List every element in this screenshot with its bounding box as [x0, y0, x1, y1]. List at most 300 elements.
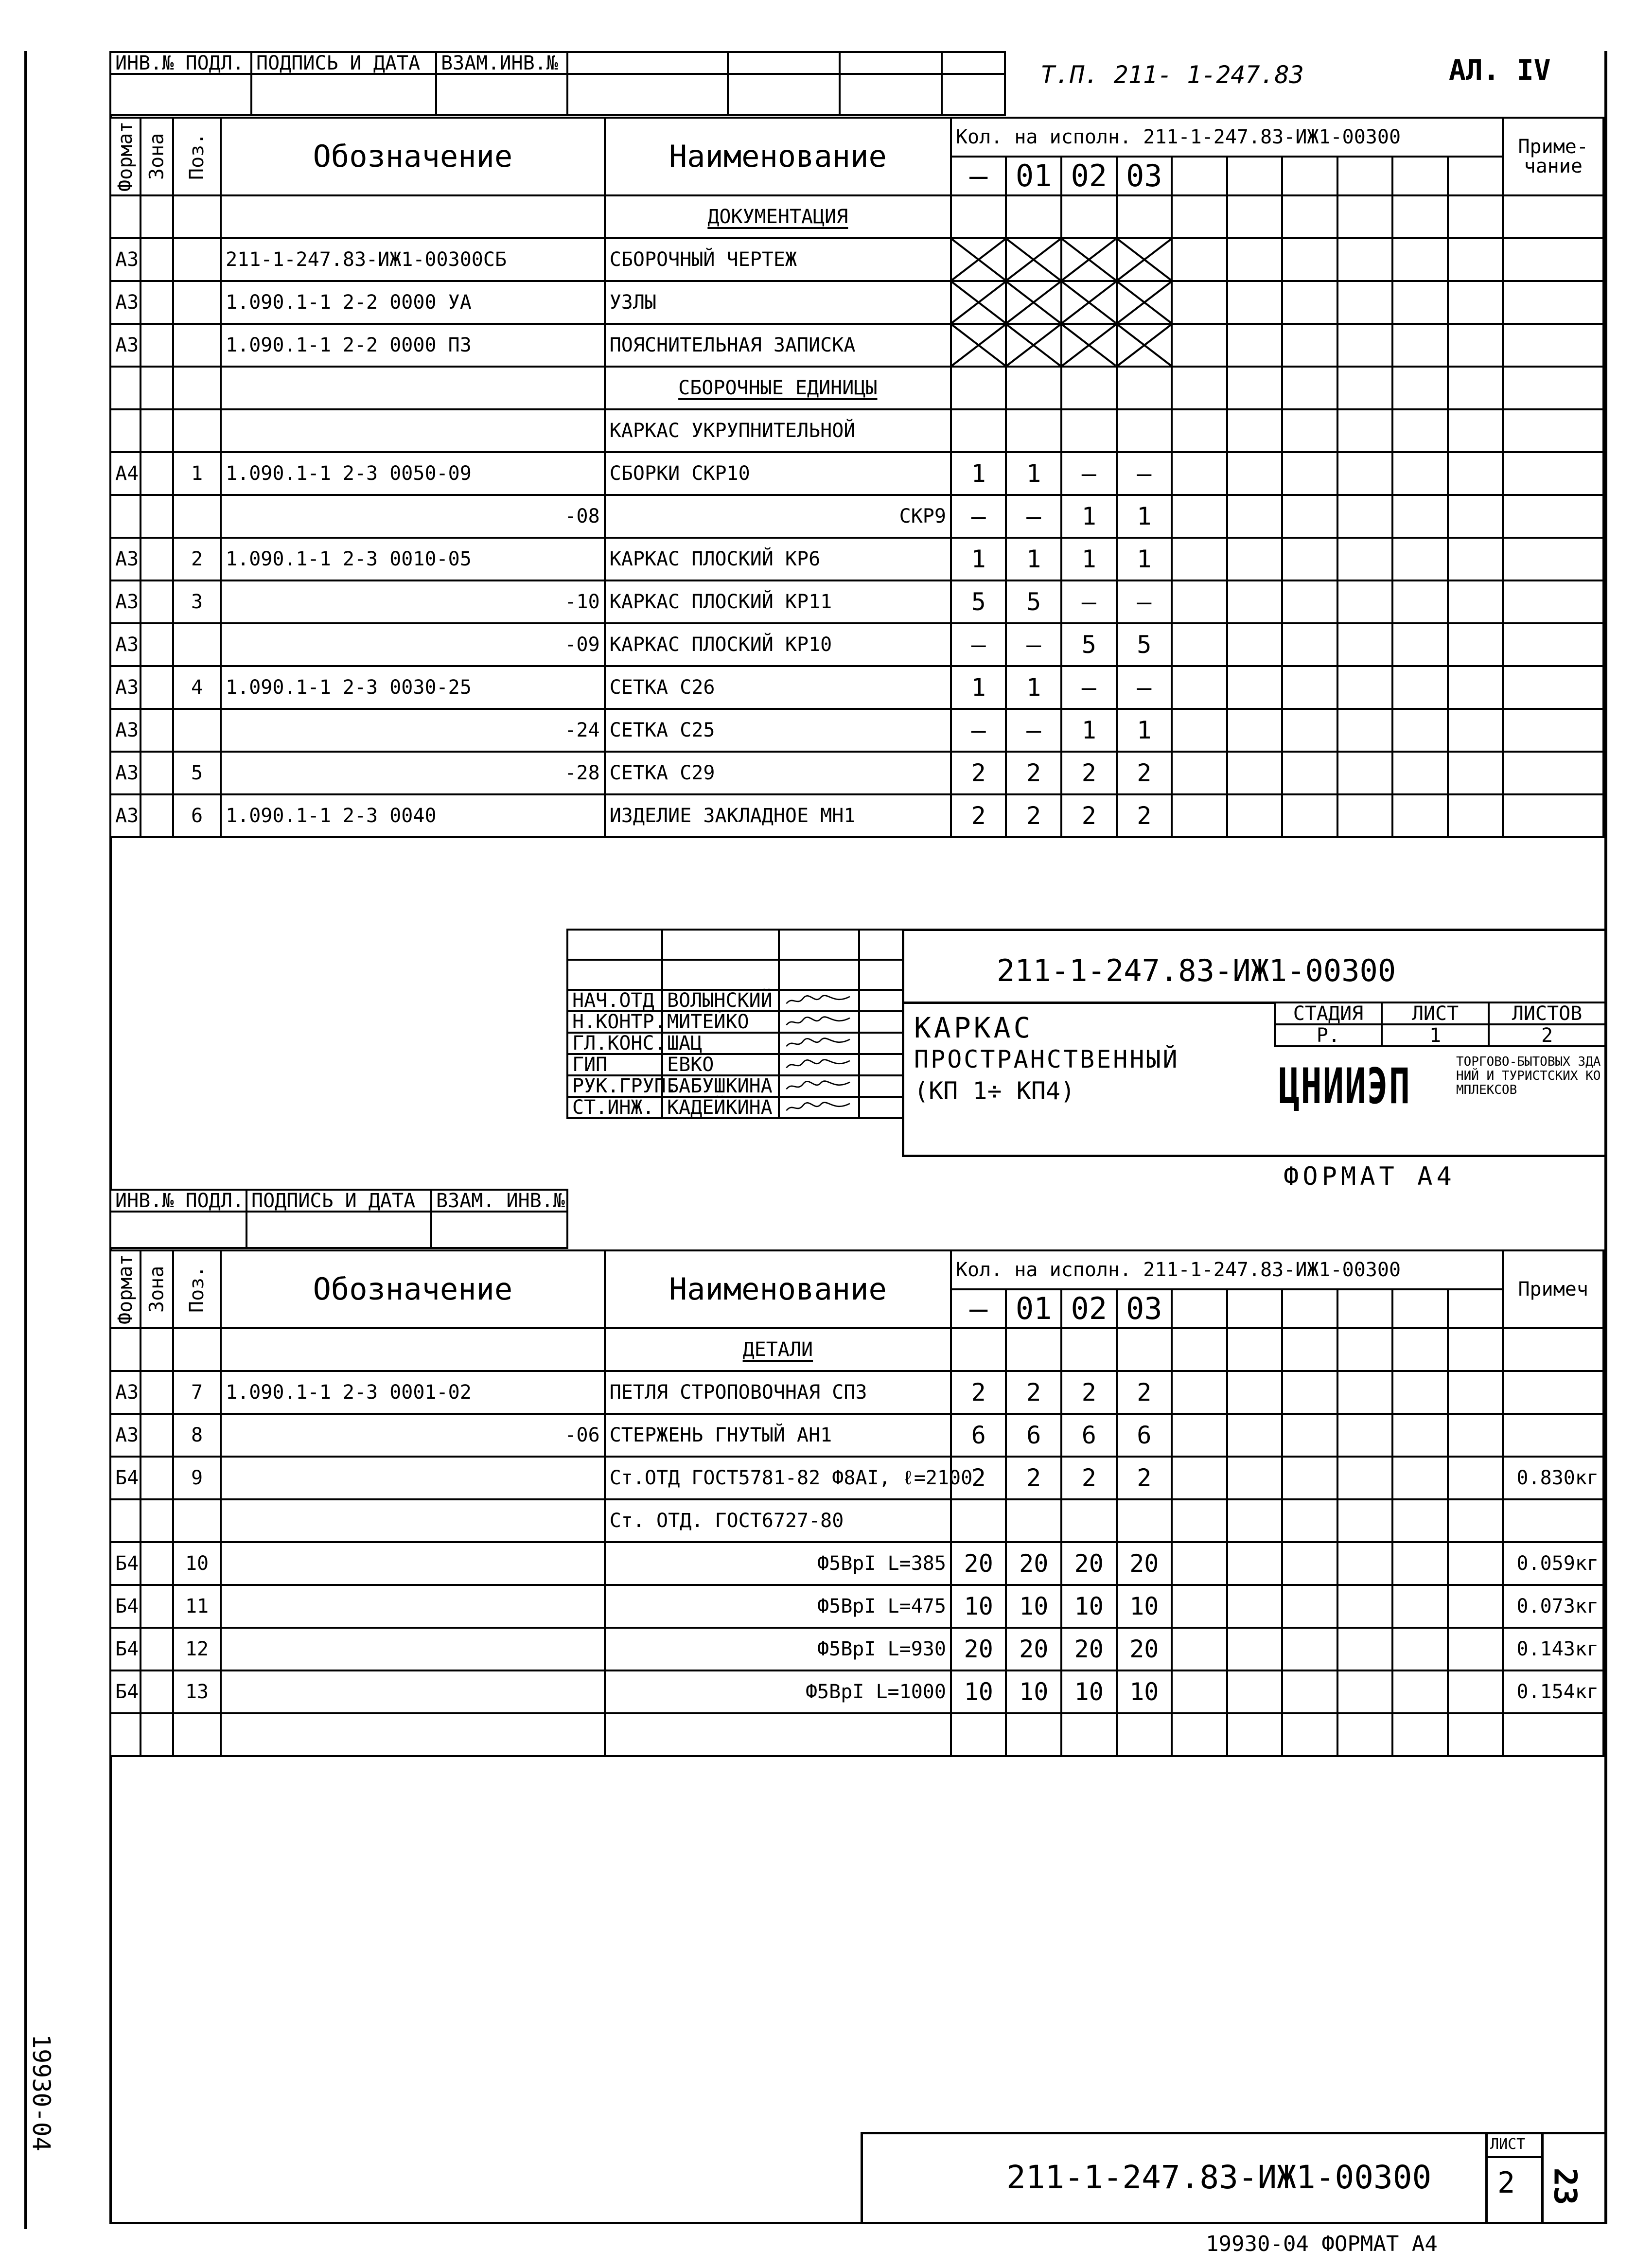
empty-cell — [1227, 709, 1283, 752]
mid-stamp — [109, 1189, 568, 1249]
qty-cell — [951, 281, 1006, 324]
cross-mark — [1007, 282, 1060, 323]
org-subtitle: ТОРГОВО-БЫТОВЫХ ЗДАНИЙ И ТУРИСТСКИХ КОМПЛЕКСОВ — [1456, 1055, 1601, 1097]
qty-cell — [1006, 409, 1061, 452]
designation-cell: -08 — [221, 495, 605, 538]
variant-header: 01 — [1006, 157, 1061, 195]
signature-mark — [779, 1033, 859, 1054]
empty-cell — [662, 930, 779, 960]
empty-cell — [1392, 1328, 1448, 1371]
qty-cell: 1 — [1117, 538, 1172, 580]
pos-cell: 7 — [173, 1371, 221, 1414]
qty-cell — [1061, 1499, 1117, 1542]
format-cell: А4 — [110, 452, 141, 495]
qty-cell — [951, 409, 1006, 452]
qty-cell — [1006, 1328, 1061, 1371]
qty-cell: 5 — [1061, 623, 1117, 666]
empty-cell — [1172, 409, 1227, 452]
qty-cell: — — [1006, 495, 1061, 538]
designation-cell: 1.090.1-1 2-3 0001-02 — [221, 1371, 605, 1414]
pos-cell: 4 — [173, 666, 221, 709]
designation-cell: -10 — [221, 580, 605, 623]
empty-cell — [1227, 1542, 1283, 1585]
empty-cell — [1282, 409, 1337, 452]
format-cell: Б4 — [110, 1628, 141, 1670]
qty-cell: 1 — [1117, 709, 1172, 752]
name-cell: ПОЯСНИТЕЛЬНАЯ ЗАПИСКА — [605, 324, 951, 367]
empty-cell — [1227, 195, 1283, 238]
zone-cell — [141, 1414, 173, 1457]
designation-cell — [221, 367, 605, 409]
name-cell: ДОКУМЕНТАЦИЯ — [605, 195, 951, 238]
pos-cell: 9 — [173, 1457, 221, 1499]
empty-cell — [1282, 1585, 1337, 1628]
cross-mark — [1118, 325, 1171, 366]
empty-cell — [1282, 1713, 1337, 1756]
qty-cell: 20 — [1117, 1542, 1172, 1585]
stage-table — [1274, 1002, 1606, 1047]
empty-cell — [859, 930, 903, 960]
empty-cell — [1282, 452, 1337, 495]
date-cell — [859, 990, 903, 1011]
qty-cell: 6 — [1061, 1414, 1117, 1457]
note-cell — [1503, 794, 1603, 837]
qty-cell: 1 — [1061, 538, 1117, 580]
zone-cell — [141, 238, 173, 281]
empty-cell — [1448, 1585, 1503, 1628]
empty-cell — [1337, 409, 1393, 452]
qty-cell: 6 — [1006, 1414, 1061, 1457]
qty-cell — [1061, 1328, 1117, 1371]
name-cell: СКР9 — [605, 495, 951, 538]
qty-header: Кол. на исполн. 211-1-247.83-ИЖ1-00300 — [951, 1250, 1503, 1289]
signer-name: ВОЛЫНСКИЙ — [662, 990, 779, 1011]
empty-cell — [1448, 324, 1503, 367]
note-header: Приме-чание — [1503, 118, 1603, 195]
col-pos-header: Поз. — [173, 118, 221, 195]
table-row — [110, 238, 1603, 281]
name-cell: ПЕТЛЯ СТРОПОВОЧНАЯ СП3 — [605, 1371, 951, 1414]
col-zone-header: Зона — [141, 1250, 173, 1328]
variant-header: — — [951, 157, 1006, 195]
note-cell — [1503, 495, 1603, 538]
pos-cell — [173, 495, 221, 538]
qty-cell — [1006, 324, 1061, 367]
empty-cell — [1282, 367, 1337, 409]
note-cell — [1503, 1499, 1603, 1542]
format-cell: Б4 — [110, 1670, 141, 1713]
table-row — [110, 195, 1603, 238]
bottom-strip-left-line — [861, 2132, 863, 2224]
empty-cell — [1392, 281, 1448, 324]
signer-name: КАДЕЙКИНА — [662, 1097, 779, 1118]
handwritten-signature-icon — [784, 1078, 854, 1094]
empty-cell — [1337, 752, 1393, 794]
bottom-sheet-number: 2 — [1497, 2166, 1515, 2200]
top-stamp — [109, 51, 1006, 116]
qty-cell: 1 — [1006, 666, 1061, 709]
zone-cell — [141, 752, 173, 794]
format-cell: А3 — [110, 238, 141, 281]
empty-cell — [1282, 238, 1337, 281]
designation-cell: -06 — [221, 1414, 605, 1457]
variant-header: 02 — [1061, 1289, 1117, 1328]
table-row — [110, 495, 1603, 538]
empty-cell — [1227, 495, 1283, 538]
qty-cell: 10 — [1117, 1585, 1172, 1628]
name-cell: СБОРОЧНЫЙ ЧЕРТЕЖ — [605, 238, 951, 281]
variant-header: — — [951, 1289, 1006, 1328]
sheet-value: 1 — [1382, 1024, 1489, 1046]
name-cell: КАРКАС ПЛОСКИЙ КР10 — [605, 623, 951, 666]
qty-cell: 10 — [1061, 1670, 1117, 1713]
table-row — [110, 538, 1603, 580]
zone-cell — [141, 195, 173, 238]
pos-cell — [173, 238, 221, 281]
qty-cell: — — [1061, 452, 1117, 495]
qty-cell: 2 — [1061, 1371, 1117, 1414]
empty-cell — [1282, 752, 1337, 794]
qty-cell — [1006, 367, 1061, 409]
empty-cell — [1282, 324, 1337, 367]
empty-cell — [1337, 495, 1393, 538]
empty-cell — [1392, 195, 1448, 238]
qty-cell: — — [1117, 452, 1172, 495]
empty-cell — [1282, 1371, 1337, 1414]
qty-cell: 10 — [1006, 1585, 1061, 1628]
variant-header: 03 — [1117, 1289, 1172, 1328]
empty-cell — [1172, 1585, 1227, 1628]
zone-cell — [141, 495, 173, 538]
zone-cell — [141, 1328, 173, 1371]
empty-cell — [1448, 623, 1503, 666]
designation-cell — [221, 1457, 605, 1499]
designation-cell: 1.090.1-1 2-3 0050-09 — [221, 452, 605, 495]
empty-cell — [1282, 495, 1337, 538]
empty-cell — [1392, 1499, 1448, 1542]
qty-cell: — — [1117, 666, 1172, 709]
cross-mark — [1118, 239, 1171, 280]
pos-cell: 1 — [173, 452, 221, 495]
name-cell: СБОРКИ СКР10 — [605, 452, 951, 495]
empty-cell — [1337, 538, 1393, 580]
col-zone-header: Зона — [141, 118, 173, 195]
col-designation-header: Обозначение — [221, 1250, 605, 1328]
empty-cell — [1172, 1542, 1227, 1585]
qty-cell: 2 — [1117, 752, 1172, 794]
qty-cell: 10 — [1061, 1585, 1117, 1628]
org-logo: ЦНИИЭП — [1279, 1057, 1411, 1115]
empty-cell — [1392, 538, 1448, 580]
pos-cell — [173, 281, 221, 324]
empty-cell — [1392, 1628, 1448, 1670]
qty-cell: 1 — [1006, 538, 1061, 580]
empty-cell — [1392, 452, 1448, 495]
format-cell — [110, 1499, 141, 1542]
note-cell — [1503, 538, 1603, 580]
empty-cell — [1392, 1542, 1448, 1585]
empty-cell — [1172, 1499, 1227, 1542]
qty-cell — [1117, 1328, 1172, 1371]
pos-cell — [173, 324, 221, 367]
date-cell — [859, 1054, 903, 1075]
stamp-replace-label: ВЗАМ.ИНВ.№ — [436, 52, 567, 74]
pos-cell: 11 — [173, 1585, 221, 1628]
note-cell — [1503, 752, 1603, 794]
note-cell — [1503, 409, 1603, 452]
empty-cell — [1337, 1670, 1393, 1713]
empty-cell — [1392, 1414, 1448, 1457]
zone-cell — [141, 666, 173, 709]
signer-row — [567, 1011, 903, 1033]
spec-table-documentation — [109, 117, 1604, 838]
qty-cell — [1117, 1713, 1172, 1756]
col-pos-header: Поз. — [173, 1250, 221, 1328]
empty-cell — [1448, 752, 1503, 794]
stamp-inv-label: ИНВ.№ ПОДЛ. — [110, 52, 251, 74]
empty-cell — [1172, 281, 1227, 324]
qty-cell: 2 — [1061, 752, 1117, 794]
date-cell — [859, 1075, 903, 1097]
empty-cell — [1282, 623, 1337, 666]
name-cell: СЕТКА С29 — [605, 752, 951, 794]
designation-cell — [221, 1670, 605, 1713]
empty-cell — [859, 960, 903, 990]
empty-cell — [1448, 195, 1503, 238]
empty-cell — [1392, 580, 1448, 623]
empty-cell — [1172, 752, 1227, 794]
empty-cell — [1337, 580, 1393, 623]
empty-cell — [1227, 281, 1283, 324]
empty-cell — [1227, 1585, 1283, 1628]
note-cell — [1503, 709, 1603, 752]
empty-cell — [1337, 1371, 1393, 1414]
empty-cell — [1392, 1457, 1448, 1499]
cross-mark — [1062, 282, 1116, 323]
empty-cell — [1448, 709, 1503, 752]
qty-cell: 20 — [951, 1628, 1006, 1670]
qty-cell: 2 — [951, 794, 1006, 837]
empty-cell — [1448, 238, 1503, 281]
empty-cell — [1337, 452, 1393, 495]
empty-cell — [1392, 1585, 1448, 1628]
empty-cell — [1172, 709, 1227, 752]
qty-cell — [1061, 324, 1117, 367]
empty-cell — [1282, 1414, 1337, 1457]
qty-cell: 10 — [1117, 1670, 1172, 1713]
qty-cell: 10 — [1006, 1670, 1061, 1713]
table-row — [110, 623, 1603, 666]
empty-cell — [1227, 666, 1283, 709]
empty-cell — [1448, 1499, 1503, 1542]
signer-name: ШАЦ — [662, 1033, 779, 1054]
format-label: ФОРМАТ А4 — [1284, 1162, 1456, 1191]
zone-cell — [141, 281, 173, 324]
format-cell: А3 — [110, 709, 141, 752]
empty-cell — [1282, 666, 1337, 709]
table-row — [110, 1542, 1603, 1585]
qty-cell: 5 — [951, 580, 1006, 623]
format-cell: А3 — [110, 623, 141, 666]
empty-cell — [1337, 1457, 1393, 1499]
note-cell — [1503, 238, 1603, 281]
page-number: 23 — [1547, 2167, 1583, 2205]
table-row — [110, 281, 1603, 324]
variant-header: 01 — [1006, 1289, 1061, 1328]
col-name-header: Наименование — [605, 1250, 951, 1328]
format-cell — [110, 367, 141, 409]
table-row — [110, 1585, 1603, 1628]
name-cell: УЗЛЫ — [605, 281, 951, 324]
empty-cell — [1448, 1371, 1503, 1414]
stamp-sign-label: ПОДПИСЬ И ДАТА — [246, 1190, 431, 1212]
format-cell — [110, 409, 141, 452]
empty-cell — [1172, 1328, 1227, 1371]
empty-cell — [1392, 324, 1448, 367]
empty-cell — [1392, 1670, 1448, 1713]
empty-cell — [1172, 324, 1227, 367]
empty-cell — [1282, 1499, 1337, 1542]
cross-mark — [1007, 239, 1060, 280]
name-cell: СБОРОЧНЫЕ ЕДИНИЦЫ — [605, 367, 951, 409]
empty-cell — [1227, 238, 1283, 281]
zone-cell — [141, 1585, 173, 1628]
format-cell — [110, 495, 141, 538]
empty-cell — [1448, 452, 1503, 495]
stamp-replace-label: ВЗАМ. ИНВ.№ — [431, 1190, 567, 1212]
empty-cell — [1227, 623, 1283, 666]
empty-cell — [1282, 709, 1337, 752]
qty-cell: — — [1006, 623, 1061, 666]
qty-cell: 5 — [1006, 580, 1061, 623]
bottom-sheet-label: ЛИСТ — [1490, 2136, 1526, 2153]
format-cell — [110, 1328, 141, 1371]
signer-name: БАБУШКИНА — [662, 1075, 779, 1097]
format-cell: А3 — [110, 1414, 141, 1457]
qty-cell: — — [951, 495, 1006, 538]
side-archive-number: 19930-04 — [27, 2034, 55, 2151]
empty-cell — [1337, 1628, 1393, 1670]
qty-cell — [1117, 238, 1172, 281]
zone-cell — [141, 1371, 173, 1414]
designation-cell — [221, 1328, 605, 1371]
empty-cell — [1448, 1628, 1503, 1670]
empty-cell — [1227, 1670, 1283, 1713]
empty-cell — [1337, 1499, 1393, 1542]
note-cell: 0.073кг — [1503, 1585, 1603, 1628]
name-cell: ДЕТАЛИ — [605, 1328, 951, 1371]
empty-cell — [1172, 495, 1227, 538]
signer-name: ЕВКО — [662, 1054, 779, 1075]
empty-cell — [1172, 1713, 1227, 1756]
empty-cell — [1227, 1499, 1283, 1542]
designation-cell — [221, 1713, 605, 1756]
empty-cell — [1392, 666, 1448, 709]
note-cell — [1503, 281, 1603, 324]
signer-row — [567, 1054, 903, 1075]
table-row — [110, 367, 1603, 409]
empty-cell — [1172, 538, 1227, 580]
empty-cell — [1227, 752, 1283, 794]
empty-cell — [1172, 1628, 1227, 1670]
title-line-1: КАРКАС — [914, 1011, 1034, 1044]
empty-cell — [1448, 666, 1503, 709]
qty-cell: 2 — [1117, 1457, 1172, 1499]
pos-cell: 10 — [173, 1542, 221, 1585]
empty-cell — [1448, 794, 1503, 837]
qty-cell — [1117, 1499, 1172, 1542]
bottom-sheet-label-line — [1485, 2156, 1541, 2158]
qty-cell: 20 — [1061, 1542, 1117, 1585]
designation-cell — [221, 409, 605, 452]
empty-cell — [1337, 238, 1393, 281]
empty-cell — [1448, 409, 1503, 452]
empty-cell — [1172, 623, 1227, 666]
signature-mark — [779, 990, 859, 1011]
qty-cell: — — [1061, 666, 1117, 709]
designation-cell: -28 — [221, 752, 605, 794]
pos-cell — [173, 709, 221, 752]
empty-cell — [1392, 238, 1448, 281]
empty-cell — [1392, 1371, 1448, 1414]
signature-mark — [779, 1011, 859, 1033]
cross-mark — [952, 282, 1005, 323]
zone-cell — [141, 324, 173, 367]
table-row — [110, 1713, 1603, 1756]
empty-cell — [1337, 794, 1393, 837]
empty-cell — [1282, 1542, 1337, 1585]
signer-row — [567, 1097, 903, 1118]
empty-cell — [1337, 1713, 1393, 1756]
empty-cell — [1227, 409, 1283, 452]
col-designation-header: Обозначение — [221, 118, 605, 195]
empty-cell — [1227, 1628, 1283, 1670]
sheets-value: 2 — [1489, 1024, 1605, 1046]
variant-header: 02 — [1061, 157, 1117, 195]
qty-cell: — — [1006, 709, 1061, 752]
empty-cell — [1448, 580, 1503, 623]
zone-cell — [141, 1457, 173, 1499]
date-cell — [859, 1033, 903, 1054]
designation-cell: -24 — [221, 709, 605, 752]
table-row — [110, 1414, 1603, 1457]
qty-cell — [1061, 195, 1117, 238]
signer-row — [567, 1033, 903, 1054]
empty-cell — [1392, 752, 1448, 794]
name-cell: Ф5ВрI L=1000 — [605, 1670, 951, 1713]
designation-cell: 1.090.1-1 2-3 0010-05 — [221, 538, 605, 580]
qty-cell: — — [951, 709, 1006, 752]
qty-cell — [1061, 281, 1117, 324]
empty-cell — [1282, 580, 1337, 623]
empty-cell — [1282, 538, 1337, 580]
empty-cell — [1448, 538, 1503, 580]
qty-cell — [951, 324, 1006, 367]
table-row — [110, 580, 1603, 623]
signer-role: СТ.ИНЖ. — [567, 1097, 662, 1118]
qty-cell: — — [1117, 580, 1172, 623]
empty-cell — [779, 930, 859, 960]
cross-mark — [952, 325, 1005, 366]
empty-cell — [1172, 367, 1227, 409]
qty-cell — [1117, 409, 1172, 452]
name-cell: СТЕРЖЕНЬ ГНУТЫЙ АН1 — [605, 1414, 951, 1457]
qty-cell: 2 — [951, 752, 1006, 794]
empty-cell — [1448, 1328, 1503, 1371]
qty-cell: 2 — [1006, 1457, 1061, 1499]
empty-cell — [1282, 195, 1337, 238]
qty-cell — [951, 1499, 1006, 1542]
